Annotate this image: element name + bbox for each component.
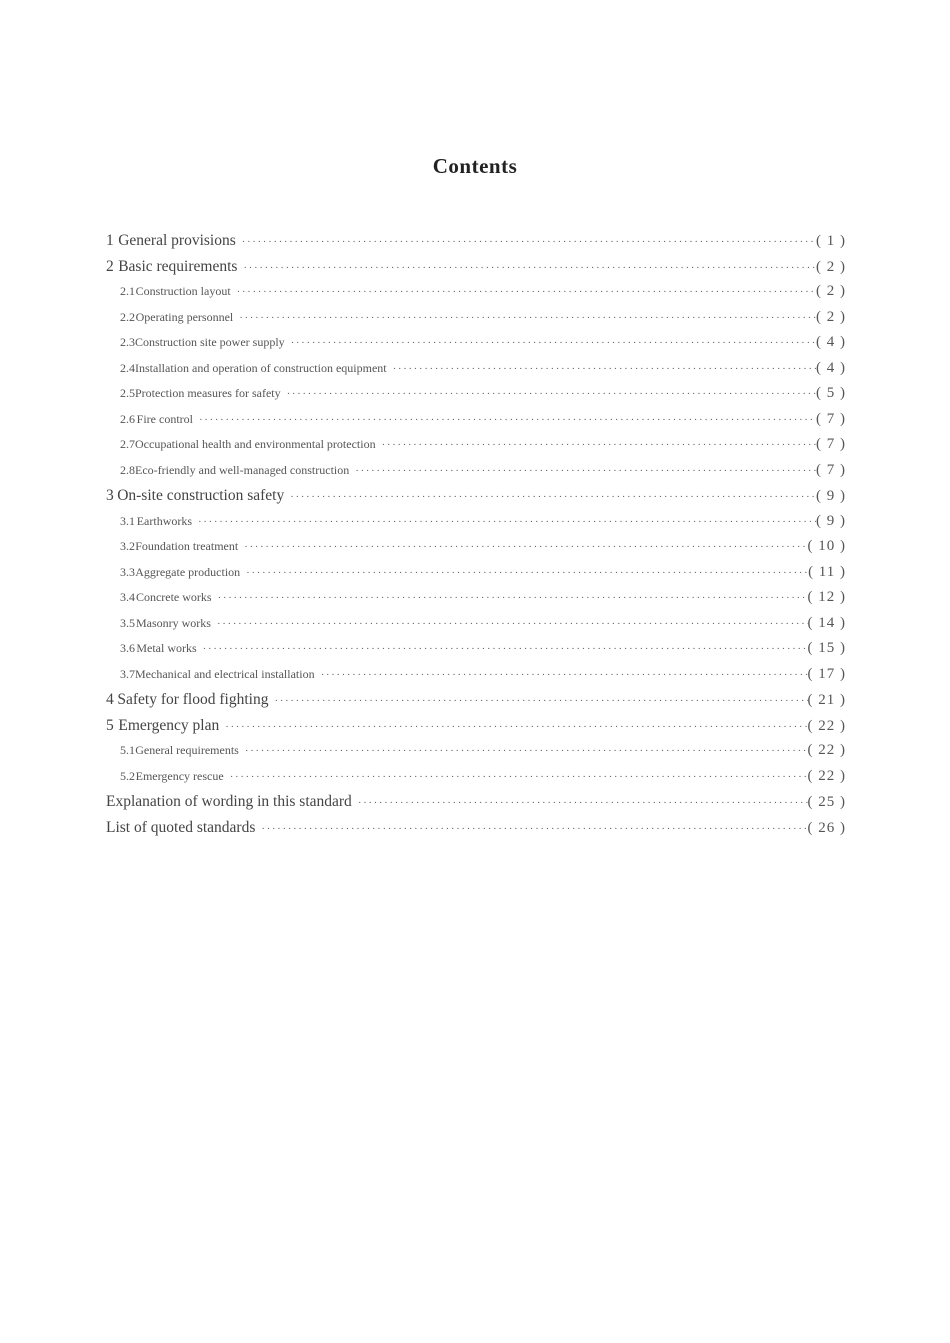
toc-entry-page: ( 7 ) xyxy=(816,410,846,427)
toc-entry[interactable] xyxy=(106,666,846,692)
toc-entry-label: Basic requirements xyxy=(118,257,238,275)
toc-entry[interactable] xyxy=(106,615,846,641)
toc-entry[interactable] xyxy=(106,487,846,513)
toc-entry-page: ( 21 ) xyxy=(807,692,846,708)
dot-leader xyxy=(203,644,808,655)
toc-entry-label: Mechanical and electrical installation xyxy=(135,666,315,681)
toc-entry[interactable] xyxy=(106,768,846,794)
dot-leader xyxy=(244,542,807,553)
dot-leader xyxy=(225,722,807,733)
dot-leader xyxy=(321,670,808,681)
toc-entry-number: 5 xyxy=(106,716,114,734)
toc-entry-page: ( 7 ) xyxy=(816,436,846,452)
toc-entry-label: Eco-friendly and well-managed construction xyxy=(135,462,350,477)
toc-entry-page: ( 4 ) xyxy=(816,359,846,376)
toc-entry-label: Earthworks xyxy=(136,513,193,528)
toc-entry-label: Foundation treatment xyxy=(135,539,239,553)
toc-entry[interactable] xyxy=(106,258,846,284)
toc-entry-label: Emergency rescue xyxy=(135,768,224,783)
toc-entry-number: 3 xyxy=(106,487,114,504)
toc-entry-number: 3.3 xyxy=(120,564,135,579)
toc-entry-number: 5.2 xyxy=(120,768,135,783)
toc-entry[interactable] xyxy=(106,232,846,258)
toc-entry-label: Protection measures for safety xyxy=(135,386,281,400)
toc-entry-label: List of quoted standards xyxy=(106,818,256,836)
dot-leader xyxy=(246,568,808,579)
toc-entry-page: ( 5 ) xyxy=(816,385,846,401)
toc-entry[interactable] xyxy=(106,819,846,845)
table-of-contents xyxy=(106,232,846,844)
dot-leader xyxy=(217,619,808,630)
toc-entry[interactable] xyxy=(106,691,846,717)
dot-leader xyxy=(290,492,816,503)
toc-entry[interactable] xyxy=(106,334,846,360)
toc-entry-label: Operating personnel xyxy=(135,309,234,324)
toc-entry[interactable] xyxy=(106,513,846,539)
dot-leader xyxy=(198,517,816,528)
page-title: Contents xyxy=(432,154,518,178)
toc-entry-page: ( 9 ) xyxy=(816,488,846,504)
toc-entry-page: ( 9 ) xyxy=(816,512,846,529)
toc-entry-number: 4 xyxy=(106,691,114,708)
toc-entry-page: ( 10 ) xyxy=(807,538,846,554)
toc-entry[interactable] xyxy=(106,564,846,590)
toc-entry[interactable] xyxy=(106,385,846,411)
toc-entry-label: Concrete works xyxy=(135,590,212,604)
toc-entry-label: Construction site power supply xyxy=(135,335,285,349)
toc-entry-label: General provisions xyxy=(118,232,236,249)
dot-leader xyxy=(274,696,807,707)
toc-entry-number: 2.2 xyxy=(120,309,135,324)
toc-entry-page: ( 11 ) xyxy=(808,563,846,580)
dot-leader xyxy=(245,746,808,757)
toc-entry-number: 2.1 xyxy=(120,284,135,298)
toc-entry-page: ( 4 ) xyxy=(816,334,846,350)
toc-entry-number: 3.4 xyxy=(120,590,135,604)
toc-entry-label: On-site construction safety xyxy=(117,487,285,504)
toc-entry-number: 3.1 xyxy=(120,513,135,528)
toc-entry-page: ( 12 ) xyxy=(807,589,846,605)
toc-entry-page: ( 22 ) xyxy=(807,742,846,758)
dot-leader xyxy=(355,466,816,477)
toc-entry[interactable] xyxy=(106,717,846,743)
dot-leader xyxy=(237,287,816,298)
toc-entry-label: Occupational health and environmental protection xyxy=(135,437,376,451)
dot-leader xyxy=(239,313,816,324)
dot-leader xyxy=(218,593,808,604)
toc-entry[interactable] xyxy=(106,309,846,335)
toc-entry-number: 2.6 xyxy=(120,411,135,426)
toc-entry[interactable] xyxy=(106,283,846,309)
dot-leader xyxy=(242,237,816,248)
toc-entry-number: 3.7 xyxy=(120,666,135,681)
toc-entry-label: Masonry works xyxy=(135,615,211,630)
toc-entry[interactable] xyxy=(106,742,846,768)
toc-entry-page: ( 1 ) xyxy=(816,233,846,249)
toc-entry-page: ( 22 ) xyxy=(807,717,846,734)
toc-entry-page: ( 2 ) xyxy=(816,308,846,325)
toc-entry-page: ( 2 ) xyxy=(816,283,846,299)
toc-entry-number: 2.4 xyxy=(120,360,135,375)
dot-leader xyxy=(287,389,816,400)
toc-entry-label: Safety for flood fighting xyxy=(117,691,269,708)
toc-entry-number: 2.5 xyxy=(120,386,135,400)
toc-entry-label: Installation and operation of construction equipment xyxy=(135,360,387,375)
toc-entry-label: General requirements xyxy=(135,743,239,757)
dot-leader xyxy=(382,440,816,451)
toc-entry[interactable] xyxy=(106,411,846,437)
toc-entry-page: ( 2 ) xyxy=(816,258,846,275)
toc-entry[interactable] xyxy=(106,360,846,386)
toc-entry-number: 5.1 xyxy=(120,743,135,757)
toc-entry-page: ( 22 ) xyxy=(807,767,846,784)
toc-entry-number: 2.3 xyxy=(120,335,135,349)
toc-entry-number: 2.7 xyxy=(120,437,135,451)
dot-leader xyxy=(291,338,816,349)
toc-entry-label: Aggregate production xyxy=(135,564,241,579)
toc-entry-page: ( 15 ) xyxy=(807,640,846,656)
dot-leader xyxy=(261,824,807,835)
toc-entry[interactable] xyxy=(106,436,846,462)
toc-entry-number: 3.5 xyxy=(120,615,135,630)
dot-leader xyxy=(393,364,816,375)
toc-entry-page: ( 25 ) xyxy=(807,794,846,810)
toc-entry[interactable] xyxy=(106,538,846,564)
toc-entry-page: ( 14 ) xyxy=(807,614,846,631)
toc-entry-label: Emergency plan xyxy=(118,716,220,734)
toc-entry-page: ( 26 ) xyxy=(807,819,846,836)
toc-entry-label: Fire control xyxy=(136,411,193,426)
toc-entry-number: 2.8 xyxy=(120,462,135,477)
toc-entry[interactable] xyxy=(106,640,846,666)
dot-leader xyxy=(199,415,816,426)
toc-entry-number: 1 xyxy=(106,232,114,249)
toc-entry[interactable] xyxy=(106,589,846,615)
toc-entry-number: 2 xyxy=(106,257,114,275)
toc-entry-page: ( 17 ) xyxy=(807,665,846,682)
toc-entry[interactable] xyxy=(106,793,846,819)
toc-entry-label: Metal works xyxy=(136,641,197,655)
toc-entry-number: 3.2 xyxy=(120,539,135,553)
dot-leader xyxy=(243,263,816,274)
toc-entry-label: Construction layout xyxy=(135,284,231,298)
toc-entry-label: Explanation of wording in this standard xyxy=(106,793,352,810)
toc-entry-number: 3.6 xyxy=(120,641,135,655)
dot-leader xyxy=(358,798,808,809)
toc-entry-page: ( 7 ) xyxy=(816,461,846,478)
toc-entry[interactable] xyxy=(106,462,846,488)
dot-leader xyxy=(230,772,808,783)
